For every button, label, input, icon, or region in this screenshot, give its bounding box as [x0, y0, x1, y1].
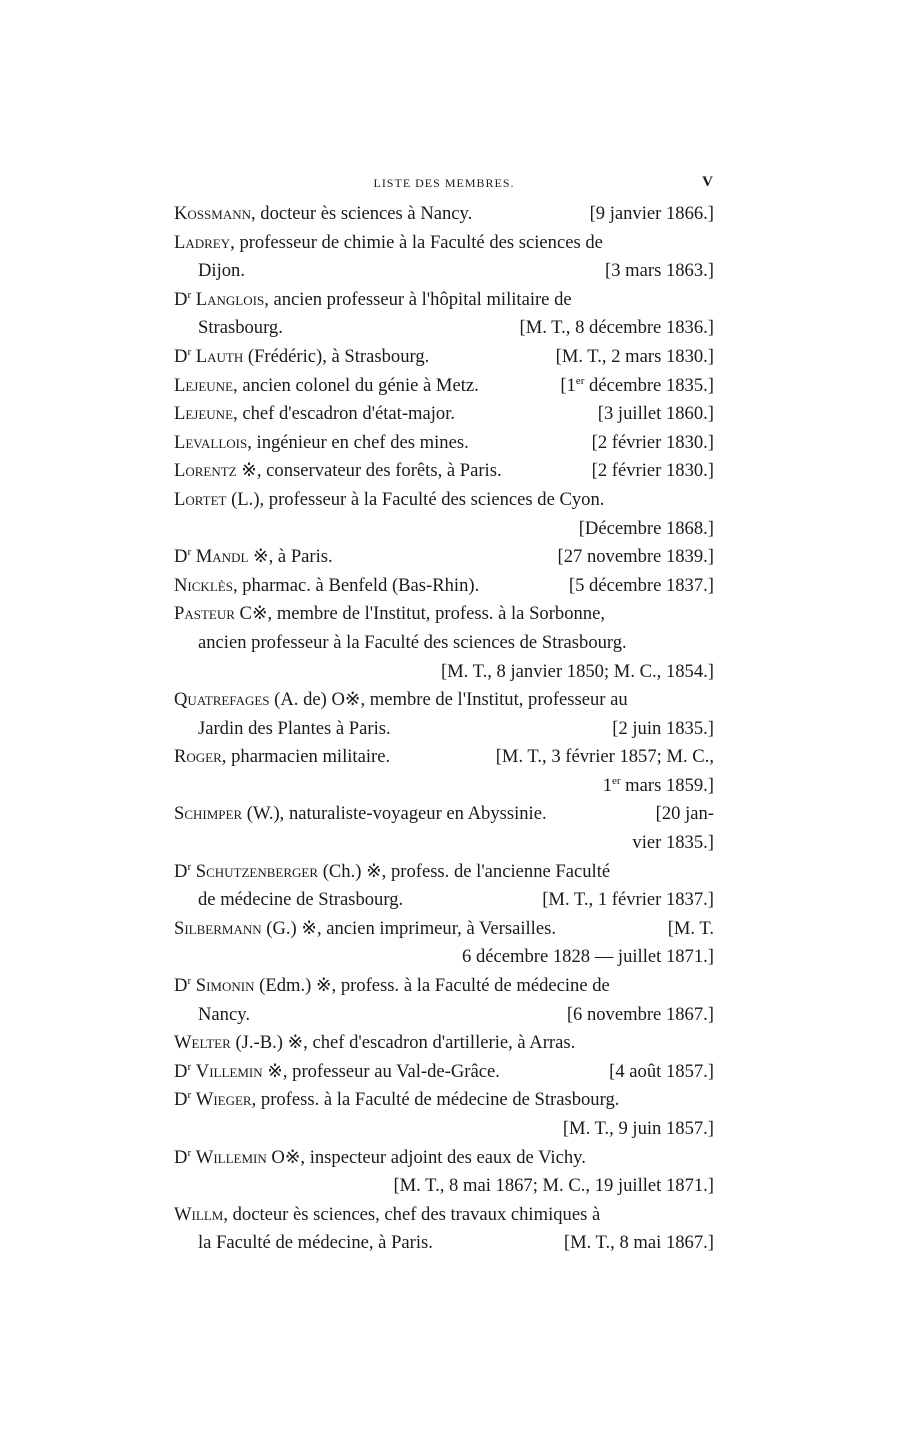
- member-description: (Ch.) ※, profess. de l'ancienne Faculté: [318, 860, 611, 882]
- entry-line: [174, 600, 714, 629]
- title-prefix: $D^r$: [174, 1060, 192, 1082]
- member-entry: [174, 743, 714, 800]
- entry-text: [174, 800, 547, 829]
- entry-text: Strasbourg.: [198, 317, 283, 339]
- entry-continuation-line: [174, 829, 714, 858]
- entry-line: [174, 972, 714, 1001]
- admission-date: [M. T.: [667, 917, 714, 939]
- title-prefix: $D^r$: [174, 1146, 192, 1168]
- member-description: , ancien professeur à l'hôpital militaire de: [264, 288, 572, 310]
- entry-line: [174, 400, 714, 429]
- entry-text: [174, 429, 469, 458]
- member-name: Schimper: [174, 803, 243, 825]
- member-entry: [174, 343, 714, 372]
- entry-text: la Faculté de médecine, à Paris.: [198, 1232, 433, 1254]
- member-entry: [174, 1058, 714, 1087]
- admission-date: [20 jan-: [655, 803, 714, 825]
- member-name: Lejeune: [174, 374, 234, 396]
- entry-continuation-line: [174, 658, 714, 687]
- member-description: O※, inspecteur adjoint des eaux de Vichy.: [266, 1146, 586, 1168]
- admission-date: [1er décembre 1835.]: [560, 374, 714, 396]
- entry-line: [174, 686, 714, 715]
- member-description: (J.-B.) ※, chef d'escadron d'artillerie, à Arras.: [230, 1032, 576, 1054]
- member-description: (W.), naturaliste-voyageur en Abyssinie.: [242, 803, 547, 825]
- entry-continuation-line: [174, 1229, 714, 1258]
- entry-text: [174, 972, 610, 1001]
- entry-text: [174, 286, 572, 315]
- entry-line: [174, 229, 714, 258]
- member-name: Lortet: [174, 488, 227, 510]
- entry-text: [174, 486, 604, 515]
- admission-date: 1er mars 1859.]: [602, 774, 714, 796]
- member-description: ※, à Paris.: [248, 546, 333, 568]
- member-entry: [174, 1201, 714, 1258]
- entry-text: [174, 1029, 575, 1058]
- entry-text: [174, 1144, 586, 1173]
- admission-date: [M. T., 2 mars 1830.]: [555, 345, 714, 367]
- member-name: Lejeune: [174, 403, 234, 425]
- title-prefix: $D^r$: [174, 1089, 192, 1111]
- member-description: , ingénieur en chef des mines.: [247, 431, 469, 453]
- member-entry: [174, 486, 714, 543]
- entry-continuation-line: [174, 314, 714, 343]
- admission-date: [27 novembre 1839.]: [557, 546, 714, 568]
- admission-date: [M. T., 8 décembre 1836.]: [519, 317, 714, 339]
- member-entry: [174, 972, 714, 1029]
- entry-text: ancien professeur à la Faculté des sciences de Strasbourg.: [198, 631, 627, 653]
- entry-line: [174, 486, 714, 515]
- entry-text: Nancy.: [198, 1003, 250, 1025]
- entry-text: [174, 400, 455, 429]
- member-name: Ladrey: [174, 231, 231, 253]
- admission-date: [4 août 1857.]: [609, 1060, 714, 1082]
- entry-continuation-line: [174, 715, 714, 744]
- member-description: C※, membre de l'Institut, profess. à la Sorbonne,: [234, 603, 605, 625]
- member-description: ※, conservateur des forêts, à Paris.: [236, 460, 502, 482]
- member-description: , profess. à la Faculté de médecine de Strasbourg.: [251, 1089, 620, 1111]
- member-entry: [174, 286, 714, 343]
- entry-text: Jardin des Plantes à Paris.: [198, 717, 391, 739]
- member-entry: [174, 429, 714, 458]
- entry-text: [174, 229, 603, 258]
- running-title: LISTE DES MEMBRES.: [373, 176, 515, 190]
- admission-date: [3 juillet 1860.]: [597, 403, 714, 425]
- member-description: , pharmac. à Benfeld (Bas-Rhin).: [232, 574, 480, 596]
- member-entry: [174, 372, 714, 401]
- entry-line: [174, 372, 714, 401]
- member-entry: [174, 457, 714, 486]
- member-entry: [174, 1144, 714, 1201]
- member-name: Kossmann: [174, 203, 251, 224]
- member-name: Levallois: [174, 431, 248, 453]
- member-entry: [174, 200, 714, 229]
- entry-line: [174, 1058, 714, 1087]
- entry-line: [174, 286, 714, 315]
- member-name: Willemin: [195, 1146, 267, 1168]
- admission-date: [Décembre 1868.]: [578, 517, 714, 539]
- member-description: (Frédéric), à Strasbourg.: [243, 345, 430, 367]
- entry-text: [174, 200, 472, 229]
- member-name: Schutzenberger: [195, 860, 319, 882]
- admission-date: [2 juin 1835.]: [612, 717, 714, 739]
- title-prefix: $D^r$: [174, 974, 192, 997]
- entry-line: [174, 543, 714, 572]
- entry-line: [174, 572, 714, 601]
- entry-line: [174, 915, 714, 944]
- entry-text: [174, 457, 502, 486]
- entry-continuation-line: [174, 515, 714, 544]
- admission-date: vier 1835.]: [632, 832, 714, 854]
- entry-text: [174, 372, 479, 401]
- entry-text: de médecine de Strasbourg.: [198, 889, 404, 911]
- member-description: , chef d'escadron d'état-major.: [233, 403, 456, 425]
- entry-text: [174, 743, 390, 772]
- entry-line: [174, 743, 714, 772]
- page-number: V: [702, 174, 714, 190]
- admission-date: [9 janvier 1866.]: [589, 203, 714, 224]
- admission-date: 6 décembre 1828 — juillet 1871.]: [462, 946, 714, 968]
- member-name: Pasteur: [174, 603, 235, 625]
- member-name: Villemin: [195, 1060, 263, 1082]
- entry-text: [174, 343, 429, 372]
- member-entry: [174, 686, 714, 743]
- entry-continuation-line: [174, 1115, 714, 1144]
- member-name: Wieger: [195, 1089, 252, 1111]
- entry-continuation-line: [174, 772, 714, 801]
- entry-continuation-line: [174, 886, 714, 915]
- entry-text: [174, 572, 479, 601]
- member-entry: [174, 858, 714, 915]
- member-name: Welter: [174, 1032, 231, 1054]
- entry-text: [174, 686, 628, 715]
- entry-line: [174, 1144, 714, 1173]
- entry-text: [174, 543, 333, 572]
- member-description: ※, professeur au Val-de-Grâce.: [262, 1060, 500, 1082]
- admission-date: [M. T., 1 février 1837.]: [542, 889, 714, 911]
- entry-text: [174, 858, 610, 887]
- entry-text: [174, 1201, 600, 1230]
- member-entry: [174, 1029, 714, 1058]
- entry-line: [174, 200, 714, 229]
- member-description: , docteur ès sciences, chef des travaux chimiques à: [223, 1203, 601, 1225]
- title-prefix: $D^r$: [174, 288, 192, 310]
- entry-text: Dijon.: [198, 260, 246, 282]
- entry-line: [174, 429, 714, 458]
- running-header: [174, 176, 714, 196]
- entry-text: [174, 915, 556, 944]
- title-prefix: $D^r$: [174, 860, 192, 882]
- admission-date: [6 novembre 1867.]: [566, 1003, 714, 1025]
- member-name: Quatrefages: [174, 689, 270, 711]
- member-description: (Edm.) ※, profess. à la Faculté de médecine de: [254, 975, 610, 997]
- member-name: Willm: [174, 1203, 224, 1225]
- admission-date: [M. T., 8 mai 1867.]: [563, 1232, 714, 1254]
- member-name: Lauth: [195, 345, 244, 367]
- member-entry: [174, 800, 714, 857]
- member-entry: [174, 572, 714, 601]
- member-name: Simonin: [195, 975, 255, 997]
- member-description: (G.) ※, ancien imprimeur, à Versailles.: [261, 917, 556, 939]
- member-name: Lorentz: [174, 460, 237, 482]
- member-description: , ancien colonel du génie à Metz.: [233, 374, 479, 396]
- member-description: , professeur de chimie à la Faculté des sciences de: [230, 231, 603, 253]
- member-entry: [174, 1086, 714, 1143]
- member-description: (L.), professeur à la Faculté des sciences de Cyon.: [226, 488, 605, 510]
- admission-date: [3 mars 1863.]: [605, 260, 714, 282]
- member-name: Mandl: [195, 546, 249, 568]
- entry-line: [174, 858, 714, 887]
- entry-continuation-line: [174, 1172, 714, 1201]
- entry-text: [174, 600, 605, 629]
- title-prefix: $D^r$: [174, 545, 192, 568]
- member-description: (A. de) O※, membre de l'Institut, professeur au: [269, 689, 628, 711]
- member-name: Langlois: [195, 288, 265, 310]
- entry-continuation-line: [174, 629, 714, 658]
- admission-date: [M. T., 8 mai 1867; M. C., 19 juillet 1871.]: [393, 1175, 714, 1197]
- member-description: , pharmacien militaire.: [221, 746, 391, 768]
- member-entry: [174, 543, 714, 572]
- entry-line: [174, 1029, 714, 1058]
- member-entry: [174, 229, 714, 286]
- entry-continuation-line: [174, 943, 714, 972]
- entry-text: [174, 1086, 619, 1115]
- admission-date: [2 février 1830.]: [591, 460, 714, 482]
- member-entry: [174, 600, 714, 686]
- entry-line: [174, 457, 714, 486]
- admission-date: [M. T., 9 juin 1857.]: [562, 1118, 714, 1139]
- admission-date: [2 février 1830.]: [591, 431, 714, 453]
- admission-date: [M. T., 8 janvier 1850; M. C., 1854.]: [440, 660, 714, 682]
- member-list: [174, 200, 714, 1258]
- member-description: , docteur ès sciences à Nancy.: [251, 203, 473, 224]
- member-entry: [174, 400, 714, 429]
- title-prefix: $D^r$: [174, 345, 192, 367]
- entry-line: [174, 1086, 714, 1115]
- entry-line: [174, 1201, 714, 1230]
- member-name: Silbermann: [174, 917, 262, 939]
- member-name: Nicklès: [174, 574, 233, 596]
- admission-date: [5 décembre 1837.]: [568, 574, 714, 596]
- member-entry: [174, 915, 714, 972]
- entry-text: [174, 1058, 500, 1087]
- entry-line: [174, 343, 714, 372]
- entry-continuation-line: [174, 257, 714, 286]
- entry-line: [174, 800, 714, 829]
- admission-date: [M. T., 3 février 1857; M. C.,: [495, 746, 714, 768]
- member-name: Roger: [174, 746, 222, 768]
- entry-continuation-line: [174, 1001, 714, 1030]
